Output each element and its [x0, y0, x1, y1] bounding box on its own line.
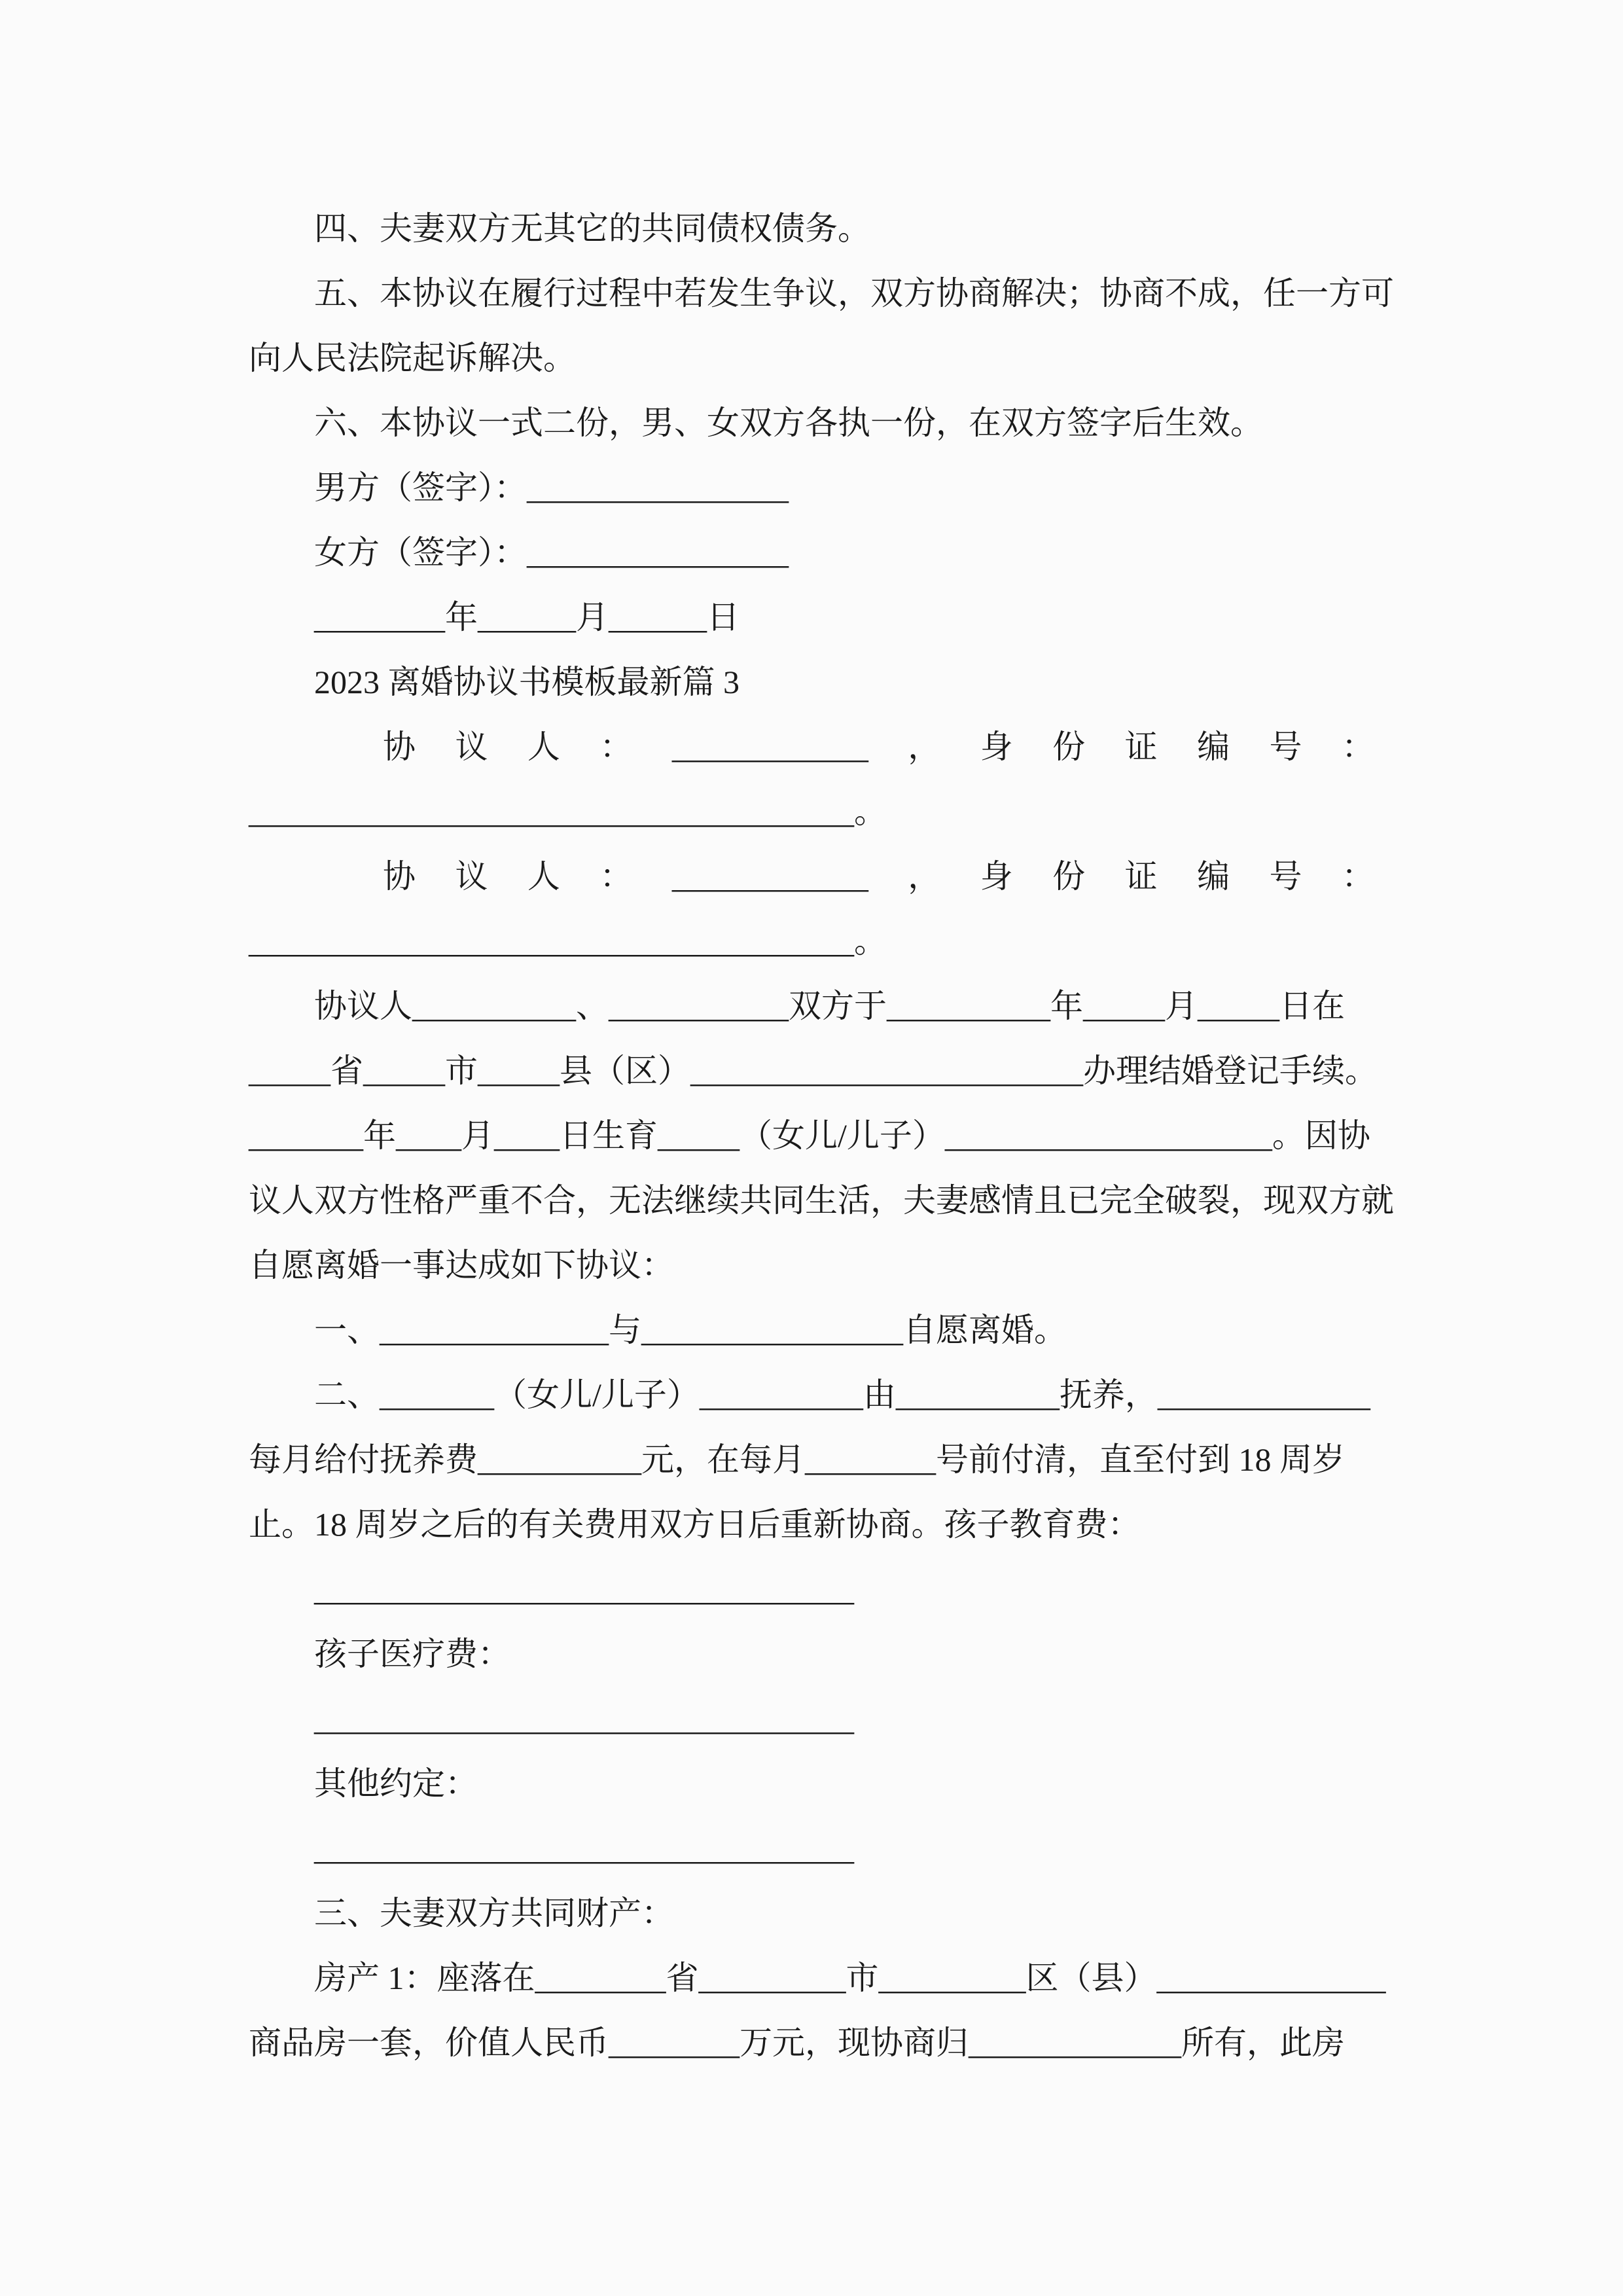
- document-text-token: 号: [1269, 858, 1302, 895]
- document-text-token: 编: [1197, 858, 1230, 895]
- document-text-token: 编: [1197, 728, 1230, 765]
- document-line: [249, 844, 1374, 909]
- document-text-token: 号: [1269, 728, 1302, 765]
- document-line: 五、本协议在履行过程中若发生争议，双方协商解决；协商不成，任一方可: [314, 275, 1394, 312]
- document-line: 自愿离婚一事达成如下协议：: [249, 1247, 674, 1283]
- document-text-token: 证: [1124, 858, 1158, 895]
- document-line: 房产 1：座落在________省_________市_________区（县）______________: [314, 1960, 1386, 1996]
- document-line: 其他约定：: [314, 1765, 478, 1802]
- document-line: 孩子医疗费：: [314, 1636, 510, 1672]
- document-line: _________________________________: [314, 1571, 854, 1607]
- document-line: 向人民法院起诉解决。: [249, 340, 576, 376]
- document-line: 商品房一套，价值人民币________万元，现协商归_____________所有，此房: [249, 2024, 1345, 2061]
- blank-underline: ____________: [671, 728, 868, 765]
- document-line: _____省_____市_____县（区）________________________办理结婚登记手续。: [249, 1052, 1378, 1089]
- document-line: 二、_______（女儿/儿子）__________由__________抚养，_____________: [314, 1376, 1370, 1413]
- document-line: _________________________________: [314, 1830, 854, 1867]
- document-text: [249, 196, 1394, 2075]
- document-line: 六、本协议一式二份，男、女双方各执一份，在双方签字后生效。: [314, 404, 1263, 441]
- document-text-token: ，: [908, 858, 941, 895]
- document-line: 三、夫妻双方共同财产：: [314, 1895, 674, 1931]
- document-text-token: 人: [527, 858, 560, 895]
- document-text-token: ：: [1341, 728, 1374, 765]
- document-text-token: 议: [455, 728, 488, 765]
- document-text-token: 身: [980, 728, 1013, 765]
- document-line: 止。18 周岁之后的有关费用双方日后重新协商。孩子教育费：: [249, 1506, 1141, 1543]
- document-line: ________年______月______日: [314, 599, 740, 636]
- document-line: 协议人__________、___________双方于__________年_____月_____日在: [314, 988, 1345, 1024]
- document-text-token: ：: [599, 858, 633, 895]
- document-text-token: 份: [1052, 728, 1086, 765]
- document-text-token: 份: [1052, 858, 1086, 895]
- document-line: 议人双方性格严重不合，无法继续共同生活，夫妻感情且已完全破裂，现双方就: [249, 1182, 1394, 1219]
- document-text-token: 人: [527, 728, 560, 765]
- document-text-token: 议: [455, 858, 488, 895]
- document-text-token: ，: [908, 728, 941, 765]
- blank-underline: ____________: [671, 858, 868, 895]
- document-line: _______年____月____日生育_____（女儿/儿子）____________________。因协: [249, 1117, 1370, 1154]
- document-line: 女方（签字）：________________: [314, 534, 789, 571]
- document-line: _________________________________: [314, 1700, 854, 1737]
- document-line: 四、夫妻双方无其它的共同债权债务。: [314, 210, 870, 247]
- document-text-token: 身: [980, 858, 1013, 895]
- document-line: 一、______________与________________自愿离婚。: [314, 1312, 1067, 1348]
- document-line: 2023 离婚协议书模板最新篇 3: [314, 664, 740, 700]
- document-text-token: 协: [383, 858, 416, 895]
- document-line: _____________________________________。: [249, 793, 887, 830]
- document-line: 男方（签字）：________________: [314, 469, 789, 506]
- document-text-token: ：: [1341, 858, 1374, 895]
- document-text-token: 证: [1124, 728, 1158, 765]
- document-text-token: 协: [383, 728, 416, 765]
- document-text-token: ：: [599, 728, 633, 765]
- document-line: _____________________________________。: [249, 923, 887, 960]
- document-line: 每月给付抚养费__________元，在每月________号前付清，直至付到 18 周岁: [249, 1441, 1345, 1478]
- document-line: [249, 715, 1374, 780]
